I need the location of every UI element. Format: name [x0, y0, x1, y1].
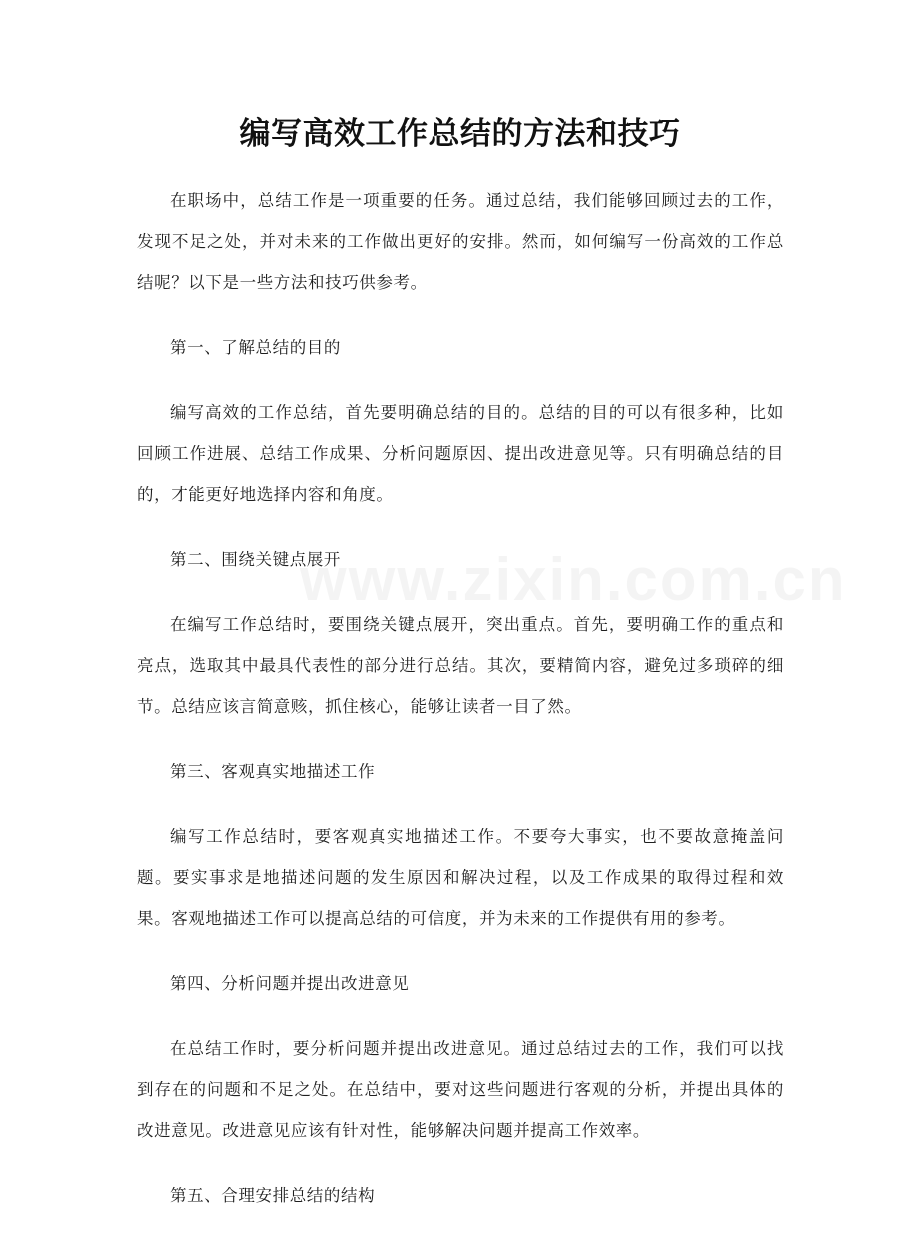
section-paragraph-4: 在总结工作时，要分析问题并提出改进意见。通过总结过去的工作，我们可以找到存在的问题和不足之处。在总结中，要对这些问题进行客观的分析，并提出具体的改进意见。改进意见应该有针对性，能够解决问题并提高工作效率。: [137, 1039, 784, 1140]
section-paragraph-1: 编写高效的工作总结，首先要明确总结的目的。总结的目的可以有很多种，比如回顾工作进展、总结工作成果、分析问题原因、提出改进意见等。只有明确总结的目的，才能更好地选择内容和角度。: [137, 403, 784, 504]
document-body: [137, 180, 784, 1240]
section-heading-3: 第三、客观真实地描述工作: [170, 762, 376, 781]
document-title: 编写高效工作总结的方法和技巧: [239, 116, 681, 152]
intro-paragraph: 在职场中，总结工作是一项重要的任务。通过总结，我们能够回顾过去的工作，发现不足之处，并对未来的工作做出更好的安排。然而，如何编写一份高效的工作总结呢？以下是一些方法和技巧供参考。: [137, 191, 784, 292]
section-heading-5: 第五、合理安排总结的结构: [170, 1186, 376, 1205]
section-paragraph-2: 在编写工作总结时，要围绕关键点展开，突出重点。首先，要明确工作的重点和亮点，选取其中最具代表性的部分进行总结。其次，要精简内容，避免过多琐碎的细节。总结应该言简意赅，抓住核心，能够让读者一目了然。: [137, 615, 784, 716]
section-heading-2: 第二、围绕关键点展开: [170, 550, 341, 569]
section-heading-4: 第四、分析问题并提出改进意见: [170, 974, 410, 993]
section-heading-1: 第一、了解总结的目的: [170, 338, 341, 357]
section-paragraph-3: 编写工作总结时，要客观真实地描述工作。不要夸大事实，也不要故意掩盖问题。要实事求是地描述问题的发生原因和解决过程，以及工作成果的取得过程和效果。客观地描述工作可以提高总结的可信度，并为未来的工作提供有用的参考。: [137, 827, 784, 928]
